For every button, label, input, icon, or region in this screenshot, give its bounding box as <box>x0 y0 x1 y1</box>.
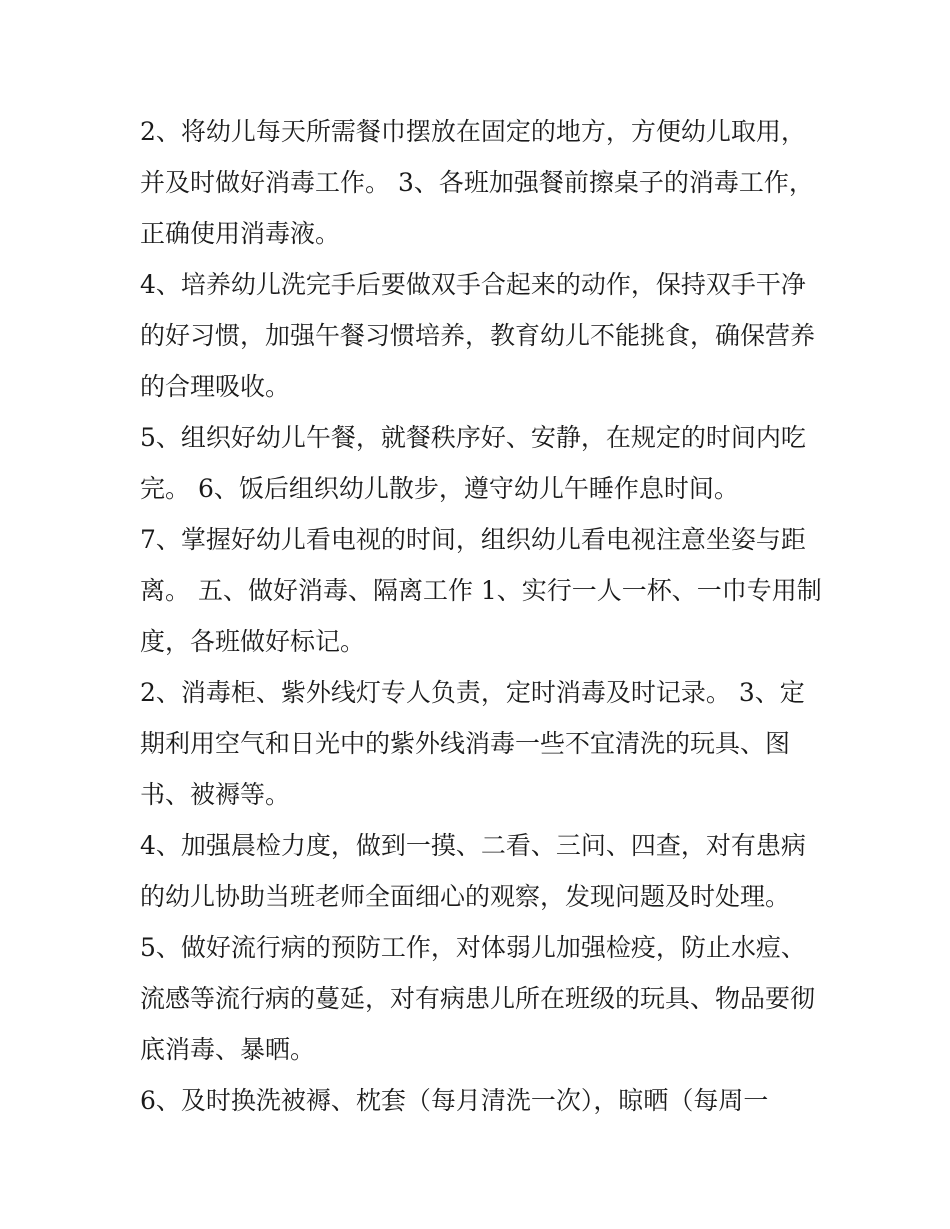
text-line: 度，各班做好标记。 <box>140 627 366 656</box>
text-line: 5、做好流行病的预防工作，对体弱儿加强检疫，防止水痘、 <box>140 933 806 962</box>
text-line: 离。 五、做好消毒、隔离工作 1、实行一人一杯、一巾专用制 <box>140 576 822 605</box>
text-line: 4、加强晨检力度，做到一摸、二看、三问、四查，对有患病 <box>140 831 806 860</box>
paragraph-bedding <box>140 1075 830 1126</box>
paragraph-napkins <box>140 106 830 259</box>
text-line: 书、被褥等。 <box>140 780 291 809</box>
text-line: 期利用空气和日光中的紫外线消毒一些不宜清洗的玩具、图 <box>140 729 791 758</box>
text-line: 7、掌握好幼儿看电视的时间，组织幼儿看电视注意坐姿与距 <box>140 525 806 554</box>
text-line: 的幼儿协助当班老师全面细心的观察，发现问题及时处理。 <box>140 882 791 911</box>
text-line: 2、将幼儿每天所需餐巾摆放在固定的地方，方便幼儿取用， <box>140 117 806 146</box>
document-body <box>140 106 830 1126</box>
paragraph-uv-cabinet <box>140 667 830 820</box>
text-line: 流感等流行病的蔓延，对有病患儿所在班级的玩具、物品要彻 <box>140 984 816 1013</box>
paragraph-tv-disinfection <box>140 514 830 667</box>
text-line: 正确使用消毒液。 <box>140 219 341 248</box>
text-line: 的好习惯，加强午餐习惯培养，教育幼儿不能挑食，确保营养 <box>140 321 816 350</box>
text-line: 5、组织好幼儿午餐，就餐秩序好、安静，在规定的时间内吃 <box>140 423 806 452</box>
text-line: 4、培养幼儿洗完手后要做双手合起来的动作，保持双手干净 <box>140 270 806 299</box>
paragraph-handwashing <box>140 259 830 412</box>
text-line: 2、消毒柜、紫外线灯专人负责，定时消毒及时记录。 3、定 <box>140 678 805 707</box>
text-line: 底消毒、暴晒。 <box>140 1035 316 1064</box>
paragraph-morning-check <box>140 820 830 922</box>
paragraph-lunch <box>140 412 830 514</box>
text-line: 6、及时换洗被褥、枕套（每月清洗一次），晾晒（每周一 <box>140 1086 769 1115</box>
text-line: 的合理吸收。 <box>140 372 291 401</box>
paragraph-epidemic-prevention <box>140 922 830 1075</box>
text-line: 完。 6、饭后组织幼儿散步，遵守幼儿午睡作息时间。 <box>140 474 739 503</box>
text-line: 并及时做好消毒工作。 3、各班加强餐前擦桌子的消毒工作， <box>140 168 814 197</box>
